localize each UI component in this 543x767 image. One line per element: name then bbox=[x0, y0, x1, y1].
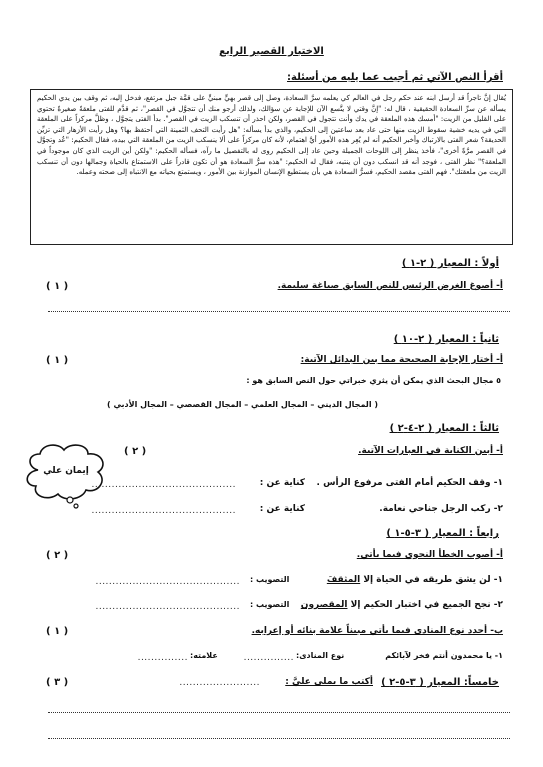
section-4-question: أ- أصوب الخطأ النحوي فيما يأتي. bbox=[356, 550, 503, 560]
section-4-points: ( ٢ ) bbox=[46, 550, 69, 561]
section-1-heading: أولاً : المعيار ( ٢-١ ) bbox=[401, 258, 499, 269]
section-2-item: ٥ مجال البحث الذي يمكن أن يثري خبراتي حول النص السابق هو : bbox=[246, 376, 501, 385]
section-1-points: ( ١ ) bbox=[46, 281, 69, 292]
answer-dots[interactable]: ........................................... bbox=[91, 506, 236, 516]
error-word-2: المقصرون bbox=[300, 600, 348, 610]
section-4-item-1: ١- لن يشق طريقه في الحياة إلا bbox=[363, 575, 503, 585]
answer-dots[interactable]: ........................................... bbox=[91, 480, 236, 490]
error-word-1: المثقفَ bbox=[326, 575, 361, 585]
section-3-question: أ- أبين الكناية في العبارات الآتية. bbox=[358, 446, 503, 456]
section-5-heading: خامساً: المعيار ( ٣-٥-٢ ) bbox=[381, 677, 499, 688]
section-5-points: ( ٣ ) bbox=[46, 677, 69, 688]
section-3-item-1: ١- وقف الحكيم أمام الفتى مرفوع الرأس . bbox=[316, 478, 503, 488]
kinaya-label-1: كناية عن : bbox=[259, 478, 305, 488]
section-2-question: أ- أختار الإجابة الصحيحة مما بين البدائل الآتية: bbox=[300, 355, 503, 365]
answer-line[interactable] bbox=[48, 738, 510, 739]
answer-dots[interactable]: ........................................... bbox=[95, 577, 240, 587]
reading-instruction: أقرأ النص الآتي ثم أجيب عما يليه من أسئلة: bbox=[287, 72, 503, 83]
reading-passage: يُقال إنَّ تاجراً قد أرسل ابنه عند حكم رجل في العالم كي يعلمه سرَّ السعادة، وصل إلى قصر بهيٍّ مبنيٍّ على قمَّة جبل مرتفع، فدخل إليه، ثم وقف بين يدي الحكيم يسأله عن سرِّ السعادة الحقيقية ، قال له: "إنَّ وقتي لا يتَّسع الآن للإجابة عن سؤالك، ولذلك أرجو منك أن تتجوَّل في القصر"، ثم قدَّم للفتى ملعقةً صغيرةً تحتوي على القليل من الزيت: "أمسك هذه الملعقة في يدك وأنت تتجول في القصر، ولكن احذر أن تنسكب الزيت في القصر". بدأ الفتى يتجوَّل ، وظلَّ مركزاً على الملعقة التي في يديه خشية سقوط الزيت منها حتى عاد بعد ساعتين إلى الحكيم، والذي بدأ يسأله: "هل رأيت التحف الثمينة التي أحتفظ بها؟ وهل رأيت الأزهار التي تزيِّن الحديقة؟ شعر الفتى بالارتباك وأخبر الحكيم أنه لم يُعِر هذه الأمور أيَّ اهتمام، لأنه كان مركزاً على ألا ينسكب الزيت من الملعقة التي بيده، فقال الحكيم: "عُد وتجوَّل في القصر مرَّةً أخرى"، فأخذ ينظر إلى اللوحات الجميلة وحين عاد إلى الحكيم روى له بالتفصيل ما رآه، فسأله الحكيم: "ولكن أين الزيت الذي كان موجوداً في الملعقة؟" نظر الفتى ، فوجد أنه قد انسكب دون أن ينتبه، فقال له الحكيم: "هذه سرُّ السعادة هو أن تكون قادراً على الاستمتاع بالحياة وجمالها دون أن تنسكب الزيت من ملعقتك". فهم الفتى مقصد الحكيم، فسرُّ السعادة هي بأن يستطيع الإنسان الموازنة بين الأمور ، ويستمتع بحياته مع الانتباه إلى صحته وعمله. bbox=[30, 89, 513, 245]
section-3-item-2: ٢- ركب الرجل جناحي نعامة. bbox=[379, 504, 503, 514]
answer-dots[interactable]: ............... bbox=[243, 653, 294, 663]
section-4b-points: ( ١ ) bbox=[46, 626, 69, 637]
sign-label: علامته: bbox=[190, 651, 218, 660]
section-4b-item: ١- يا محمدون أنتم فخر لآبائكم bbox=[385, 651, 503, 660]
answer-line[interactable] bbox=[48, 311, 510, 312]
section-2-options: ( المجال الديني – المجال العلمي – المجال القصصي – المجال الأدبي ) bbox=[107, 400, 378, 409]
section-2-points: ( ١ ) bbox=[46, 355, 69, 366]
cloud-name: إيمان علي bbox=[43, 466, 89, 476]
fix-label-1: التصويب : bbox=[250, 575, 290, 584]
kinaya-label-2: كناية عن : bbox=[259, 504, 305, 514]
answer-dots[interactable]: ........................................... bbox=[95, 602, 240, 612]
section-4-heading: رابعاً : المعيار ( ٣-٥-١ ) bbox=[386, 528, 499, 539]
section-2-heading: ثانياً : المعيار ( ٢-١٠ ) bbox=[393, 334, 499, 345]
section-1-question: أ- أصوغ الغرض الرئيس للنص السابق صياغة سليمة. bbox=[277, 281, 503, 291]
section-3-points: ( ٢ ) bbox=[124, 446, 147, 457]
vocative-type-label: نوع المنادى: bbox=[296, 651, 345, 660]
answer-dots[interactable]: ............... bbox=[137, 653, 188, 663]
page-title: الاختبار القصير الرابع bbox=[219, 46, 324, 57]
section-5-question: أكتب ما يملى عليَّ : bbox=[285, 677, 373, 687]
fix-label-2: التصويب : bbox=[250, 600, 290, 609]
answer-line[interactable] bbox=[48, 712, 510, 713]
section-3-heading: ثالثاً : المعيار ( ٢-٤-٢ ) bbox=[389, 423, 499, 434]
section-4-item-2: ٢- نجح الجميع في اختبار الحكيم إلا bbox=[350, 600, 503, 610]
section-4b-question: ب- أحدد نوع المنادى فيما يأتي مبيناً علامة بنائه أو إعرابه. bbox=[251, 626, 503, 636]
answer-dots[interactable]: ........................ bbox=[179, 678, 260, 688]
